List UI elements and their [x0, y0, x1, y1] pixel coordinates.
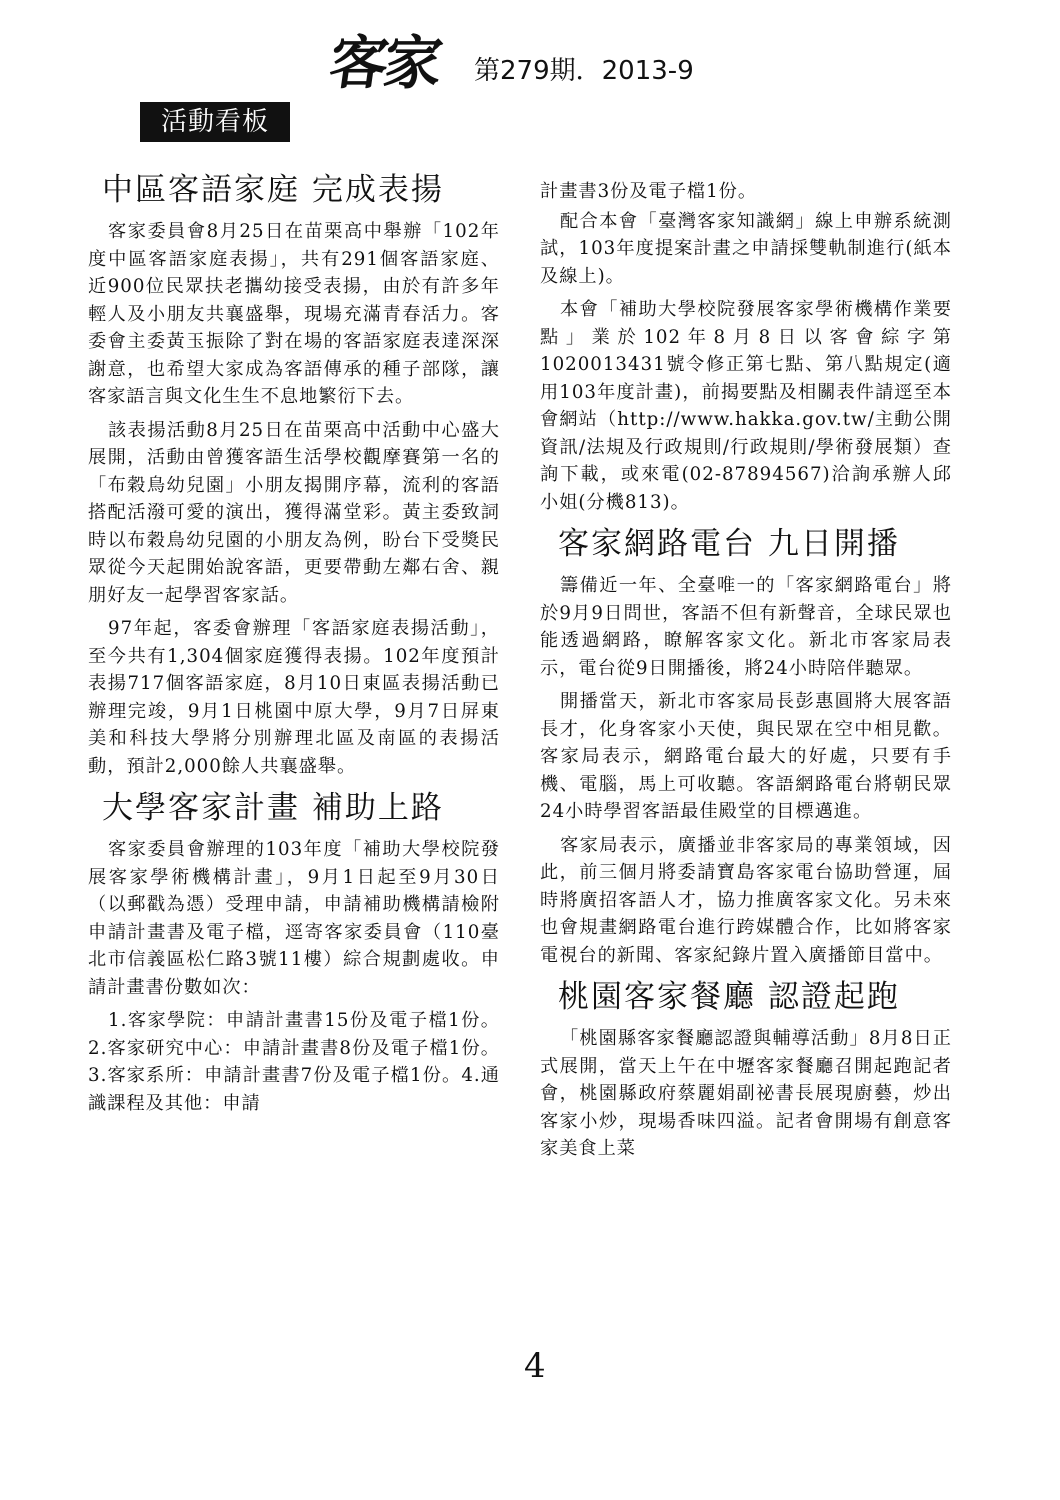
- publication-logo: 客家: [325, 29, 443, 97]
- article-title: 桃園客家餐廳 認證起跑: [558, 979, 900, 1015]
- article-paragraph: 計畫書3份及電子檔1份。: [540, 181, 758, 202]
- article-paragraph: 客家局表示，廣播並非客家局的專業領域，因此，前三個月將委請寶島客家電台協助營運，屆時將廣招客語人才，協力推廣客家文化。另未來也會規畫網路電台進行跨媒體合作，比如將客家電視台的新聞、客家紀錄片置入廣播節目當中。: [540, 834, 952, 966]
- article-paragraph: 1.客家學院：申請計畫書15份及電子檔1份。2.客家研究中心：申請計畫書8份及電子檔1份。3.客家系所：申請計畫書7份及電子檔1份。4.通識課程及其他：申請: [88, 1010, 500, 1114]
- right-column: [540, 178, 952, 1169]
- masthead: [325, 22, 694, 97]
- article-title: 中區客語家庭 完成表揚: [102, 172, 444, 208]
- article-paragraph: 本會「補助大學校院發展客家學術機構作業要點」業於102年8月8日以客會綜字第1020013431號令修正第七點、第八點規定(適用103年度計畫)，前揭要點及相關表件請逕至本會網站（http://www.hakka.gov.tw/主動公開資訊/法規及行政規則/行政規則/學術發展類）查詢下載，或來電(02-87894567)洽詢承辦人邱小姐(分機813)。: [540, 299, 952, 513]
- article-paragraph: 配合本會「臺灣客家知識網」線上申辦系統測試，103年度提案計畫之申請採雙軌制進行(紙本及線上)。: [540, 210, 952, 287]
- section-tag: 活動看板: [140, 102, 290, 142]
- article-paragraph: 97年起，客委會辦理「客語家庭表揚活動」，至今共有1,304個家庭獲得表揚。102年度預計表揚717個客語家庭，8月10日東區表揚活動已辦理完竣，9月1日桃園中原大學，9月7日屏東美和科技大學將分別辦理北區及南區的表揚活動，預計2,000餘人共襄盛舉。: [88, 618, 500, 777]
- article-paragraph: 該表揚活動8月25日在苗栗高中活動中心盛大展開，活動由曾獲客語生活學校觀摩賽第一名的「布穀鳥幼兒園」小朋友揭開序幕，流利的客語搭配活潑可愛的演出，獲得滿堂彩。黃主委致詞時以布穀鳥幼兒園的小朋友為例，盼台下受獎民眾從今天起開始說客語，更要帶動左鄰右舍、親朋好友一起學習客家話。: [88, 419, 500, 606]
- article-paragraph: 開播當天，新北市客家局長彭惠圓將大展客語長才，化身客家小天使，與民眾在空中相見歡。客家局表示，網路電台最大的好處，只要有手機、電腦，馬上可收聽。客語網路電台將朝民眾24小時學習客語最佳殿堂的目標邁進。: [540, 691, 952, 822]
- article-paragraph: 「桃園縣客家餐廳認證與輔導活動」8月8日正式展開，當天上午在中壢客家餐廳召開起跑記者會，桃園縣政府蔡麗娟副祕書長展現廚藝，炒出客家小炒，現場香味四溢。記者會開場有創意客家美食上菜: [540, 1028, 952, 1159]
- article-paragraph: 客家委員會辦理的103年度「補助大學校院發展客家學術機構計畫」，9月1日起至9月30日（以郵戳為憑）受理申請，申請補助機構請檢附申請計畫書及電子檔，逕寄客家委員會（110臺北市信義區松仁路3號11樓）綜合規劃處收。申請計畫書份數如次：: [88, 839, 500, 998]
- article-paragraph: 籌備近一年、全臺唯一的「客家網路電台」將於9月9日問世，客語不但有新聲音，全球民眾也能透過網路，瞭解客家文化。新北市客家局表示，電台從9日開播後，將24小時陪伴聽眾。: [540, 575, 952, 679]
- article-title: 大學客家計畫 補助上路: [102, 790, 444, 826]
- issue-label: 第279期．2013-9: [474, 56, 694, 86]
- article-paragraph: 客家委員會8月25日在苗栗高中舉辦「102年度中區客語家庭表揚」，共有291個客語家庭、近900位民眾扶老攜幼接受表揚，由於有許多年輕人及小朋友共襄盛舉，現場充滿青春活力。客委會主委黃玉振除了對在場的客語家庭表達深深謝意，也希望大家成為客語傳承的種子部隊，讓客家語言與文化生生不息地繁衍下去。: [88, 221, 500, 407]
- page-number: 4: [524, 1346, 546, 1386]
- left-column: [88, 168, 500, 1123]
- article-title: 客家網路電台 九日開播: [558, 526, 900, 562]
